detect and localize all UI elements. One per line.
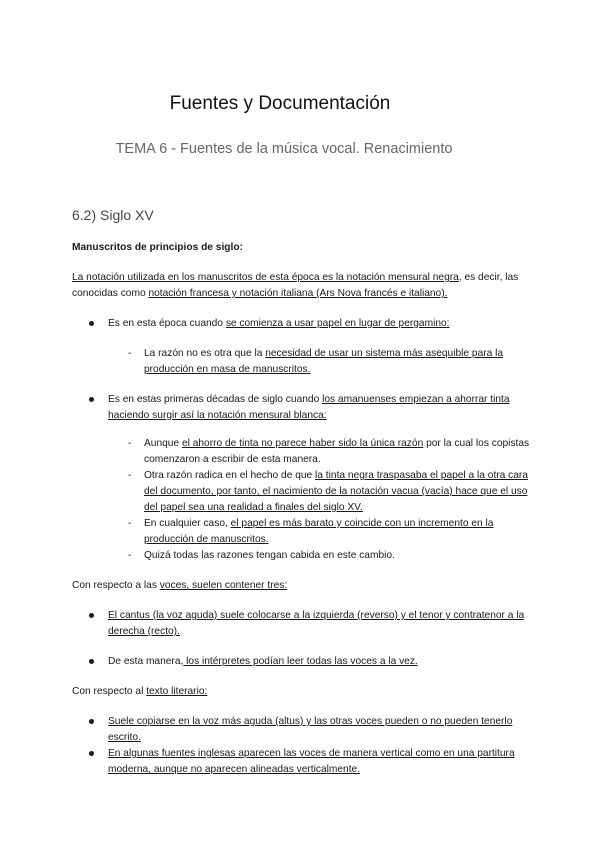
list-item: El cantus (la voz aguda) suele colocarse a la izquierda (reverso) y el tenor y contratenor a la derecha (recto). bbox=[72, 608, 532, 640]
bullet-icon bbox=[89, 321, 94, 326]
list-item: - La razón no es otra que la necesidad de usar un sistema más asequible para la producción en masa de manuscritos. bbox=[128, 348, 504, 375]
document-body bbox=[72, 240, 532, 778]
subheading: Manuscritos de principios de siglo: bbox=[72, 242, 243, 253]
list-item: - Otra razón radica en el hecho de que la tinta negra traspasaba el papel a la otra cara del documento, por tanto, el nacimiento de la notación vacua (vacía) hace que el uso del papel sea una realidad a finales del siglo XV. bbox=[128, 470, 528, 513]
list-item: En algunas fuentes inglesas aparecen las voces de manera vertical como en una partitura moderna, aunque no aparecen alineadas verticalmente. bbox=[72, 746, 532, 778]
dash-icon: - bbox=[128, 550, 132, 561]
dash-icon: - bbox=[128, 470, 132, 481]
list-item: - Quizá todas las razones tengan cabida en este cambio. bbox=[72, 548, 532, 564]
bullet-icon bbox=[89, 397, 94, 402]
paragraph-texto: Con respecto al texto literario: bbox=[72, 686, 208, 697]
bullet-icon bbox=[89, 613, 94, 618]
bullet-icon bbox=[89, 751, 94, 756]
list-item: Es en esta época cuando se comienza a usar papel en lugar de pergamino: bbox=[72, 316, 532, 332]
dash-icon: - bbox=[128, 438, 132, 449]
list-item: Suele copiarse en la voz más aguda (altus) y las otras voces pueden o no pueden tenerlo escrito. bbox=[72, 714, 532, 746]
bullet-icon bbox=[89, 719, 94, 724]
bullet-list-2 bbox=[72, 392, 532, 424]
list-item: - Aunque el ahorro de tinta no parece haber sido la única razón por la cual los copistas comenzaron a escribir de esta manera. bbox=[128, 438, 530, 465]
section-heading: 6.2) Siglo XV bbox=[72, 207, 154, 223]
paragraph-notacion: La notación utilizada en los manuscritos de esta época es la notación mensural negra, es decir, las conocidas como notación francesa y notación italiana (Ars Nova francés e italiano). bbox=[72, 272, 519, 299]
bullet-icon bbox=[89, 659, 94, 664]
paragraph-voces: Con respecto a las voces, suelen contener tres: bbox=[72, 580, 288, 591]
document-subtitle: TEMA 6 - Fuentes de la música vocal. Renacimiento bbox=[115, 141, 453, 157]
bullet-list-3 bbox=[72, 608, 532, 670]
dash-icon: - bbox=[128, 518, 132, 529]
bullet-list-4 bbox=[72, 714, 532, 778]
list-item: De esta manera, los intérpretes podían leer todas las voces a la vez. bbox=[72, 654, 532, 670]
list-item: - En cualquier caso, el papel es más barato y coincide con un incremento en la producción de manuscritos. bbox=[128, 518, 494, 545]
dash-icon: - bbox=[128, 348, 132, 359]
bullet-list-1 bbox=[72, 316, 532, 332]
list-item: Es en estas primeras décadas de siglo cuando los amanuenses empiezan a ahorrar tinta haciendo surgir así la notación mensural blanca: bbox=[72, 392, 532, 424]
document-title: Fuentes y Documentación bbox=[169, 93, 391, 114]
